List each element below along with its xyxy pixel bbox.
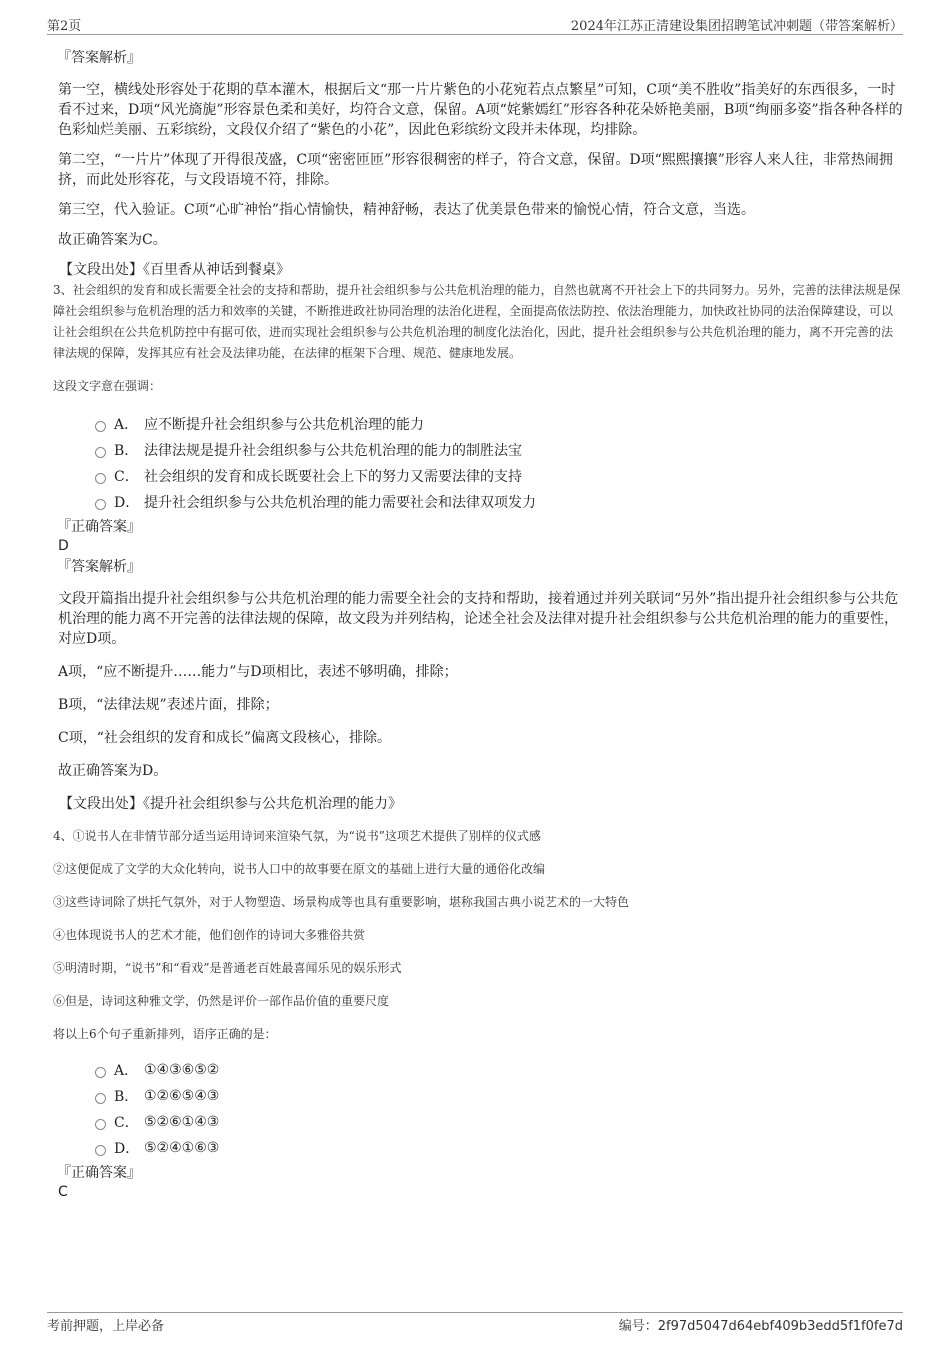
q3-answer-conclusion: 故正确答案为D。: [58, 763, 168, 779]
q3-option-c[interactable]: C． 社会组织的发育和成长既要社会上下的努力又需要法律的支持: [95, 463, 903, 489]
footer-slogan: 考前押题，上岸必备: [47, 1319, 165, 1334]
q3-option-b[interactable]: B． 法律法规是提升社会组织参与公共危机治理的能力的制胜法宝: [95, 437, 903, 463]
q3-analysis-label: 『答案解析』: [57, 559, 141, 575]
q3-analysis-p2: A项，“应不断提升……能力”与D项相比，表述不够明确，排除；: [58, 664, 458, 680]
q3-question: 这段文字意在强调：: [53, 379, 162, 393]
q4-answer-label: 『正确答案』: [57, 1165, 141, 1181]
radio-icon[interactable]: [95, 1119, 106, 1130]
document-code: [619, 1315, 903, 1334]
code-label: 编号：: [618, 1319, 658, 1334]
radio-icon[interactable]: [95, 499, 106, 510]
q4-sentence-2: ②这便促成了文学的大众化转向，说书人口中的故事要在原文的基础上进行大量的通俗化改编: [53, 862, 546, 876]
radio-icon[interactable]: [95, 1145, 106, 1156]
q4-option-c[interactable]: C． ⑤②⑥①④③: [95, 1109, 903, 1135]
radio-icon[interactable]: [95, 473, 106, 484]
q3-option-d[interactable]: D． 提升社会组织参与公共危机治理的能力需要社会和法律双项发力: [95, 489, 903, 515]
radio-icon[interactable]: [95, 447, 106, 458]
q4-sentence-5: ⑤明清时期，“说书”和“看戏”是普通老百姓最喜闻乐见的娱乐形式: [53, 961, 402, 975]
q2-analysis-p1: 第一空，横线处形容处于花期的草本灌木，根据后文“那一片片紫色的小花宛若点点繁星”可知，C项“美不胜收”指美好的东西很多，一时看不过来，D项“风光旖旎”形容景色柔和美好，均符合文意，保留。A项“姹紫嫣红”形容各种花朵娇艳美丽，B项“绚丽多姿”指各种各样的色彩灿烂美丽、五彩缤纷，文段仅介绍了“紫色的小花”，因此色彩缤纷文段并未体现，均排除。: [58, 82, 903, 138]
q2-analysis-p3: 第三空，代入验证。C项“心旷神怡”指心情愉快，精神舒畅，表达了优美景色带来的愉悦心情，符合文意，当选。: [58, 202, 756, 218]
page-footer: [47, 1312, 903, 1334]
code-value: 2f97d5047d64ebf409b3edd5f1f0fe7d: [657, 1319, 903, 1334]
q4-option-a[interactable]: A． ①④③⑥⑤②: [95, 1057, 903, 1083]
q3-analysis-p4: C项，“社会组织的发育和成长”偏离文段核心，排除。: [58, 730, 392, 746]
q3-source: 【文段出处】《提升社会组织参与公共危机治理的能力》: [59, 796, 402, 812]
q3-analysis-p3: B项，“法律法规”表述片面，排除；: [58, 697, 279, 713]
main-content: [53, 44, 903, 1201]
q4-options: [53, 1057, 903, 1161]
radio-icon[interactable]: [95, 1093, 106, 1104]
q4-option-d[interactable]: D． ⑤②④①⑥③: [95, 1135, 903, 1161]
q4-question: 将以上6个句子重新排列，语序正确的是：: [53, 1027, 277, 1041]
q4-sentence-1: 4、①说书人在非情节部分适当运用诗词来渲染气氛，为“说书”这项艺术提供了别样的仪式感: [53, 829, 541, 843]
q3-answer-label: 『正确答案』: [57, 519, 141, 535]
radio-icon[interactable]: [95, 421, 106, 432]
q4-sentence-6: ⑥但是，诗词这种雅文学，仍然是评价一部作品价值的重要尺度: [53, 994, 390, 1008]
q3-stem: 3、社会组织的发育和成长需要全社会的支持和帮助，提升社会组织参与公共危机治理的能力，自然也就离不开社会上下的共同努力。另外，完善的法律法规是保障社会组织参与危机治理的活力和效率的关键，不断推进政社协同治理的法治化进程，全面提高依法防控、依法治理能力，加快政社协同的法治保障建设，可以让社会组织在公共危机防控中有据可依，进而实现社会组织参与公共危机治理的制度化法治化，因此，提升社会组织参与公共危机治理的能力，离不开完善的法律法规的保障，发挥其应有社会及法律功能，在法律的框架下合理、规范、健康地发展。: [53, 283, 901, 360]
q4-option-b[interactable]: B． ①②⑥⑤④③: [95, 1083, 903, 1109]
page-number: 第2页: [47, 19, 82, 34]
document-title: 2024年江苏正清建设集团招聘笔试冲刺题（带答案解析）: [570, 19, 903, 34]
page-header: [47, 14, 903, 35]
q2-answer-conclusion: 故正确答案为C。: [58, 232, 167, 248]
q4-sentence-4: ④也体现说书人的艺术才能，他们创作的诗词大多雅俗共赏: [53, 928, 366, 942]
q3-analysis-p1: 文段开篇指出提升社会组织参与公共危机治理的能力需要全社会的支持和帮助，接着通过并列关联词“另外”指出提升社会组织参与公共危机治理的能力离不开完善的法律法规的保障，故文段为并列结构，论述全社会及法律对提升社会组织参与公共危机治理的能力的重要性，对应D项。: [58, 591, 899, 647]
q3-option-a[interactable]: A． 应不断提升社会组织参与公共危机治理的能力: [95, 411, 903, 437]
q2-analysis-label: 『答案解析』: [57, 50, 141, 66]
q3-answer: D: [58, 538, 69, 554]
q3-options: [53, 411, 903, 515]
q4-sentence-3: ③这些诗词除了烘托气氛外，对于人物塑造、场景构成等也具有重要影响，堪称我国古典小说艺术的一大特色: [53, 895, 630, 909]
q4-answer: C: [58, 1184, 68, 1200]
q2-source: 【文段出处】《百里香从神话到餐桌》: [59, 262, 290, 278]
q2-analysis-p2: 第二空，“一片片”体现了开得很茂盛，C项“密密匝匝”形容很稠密的样子，符合文意，保留。D项“熙熙攘攘”形容人来人往，非常热闹拥挤，而此处形容花，与文段语境不符，排除。: [58, 152, 893, 188]
radio-icon[interactable]: [95, 1067, 106, 1078]
